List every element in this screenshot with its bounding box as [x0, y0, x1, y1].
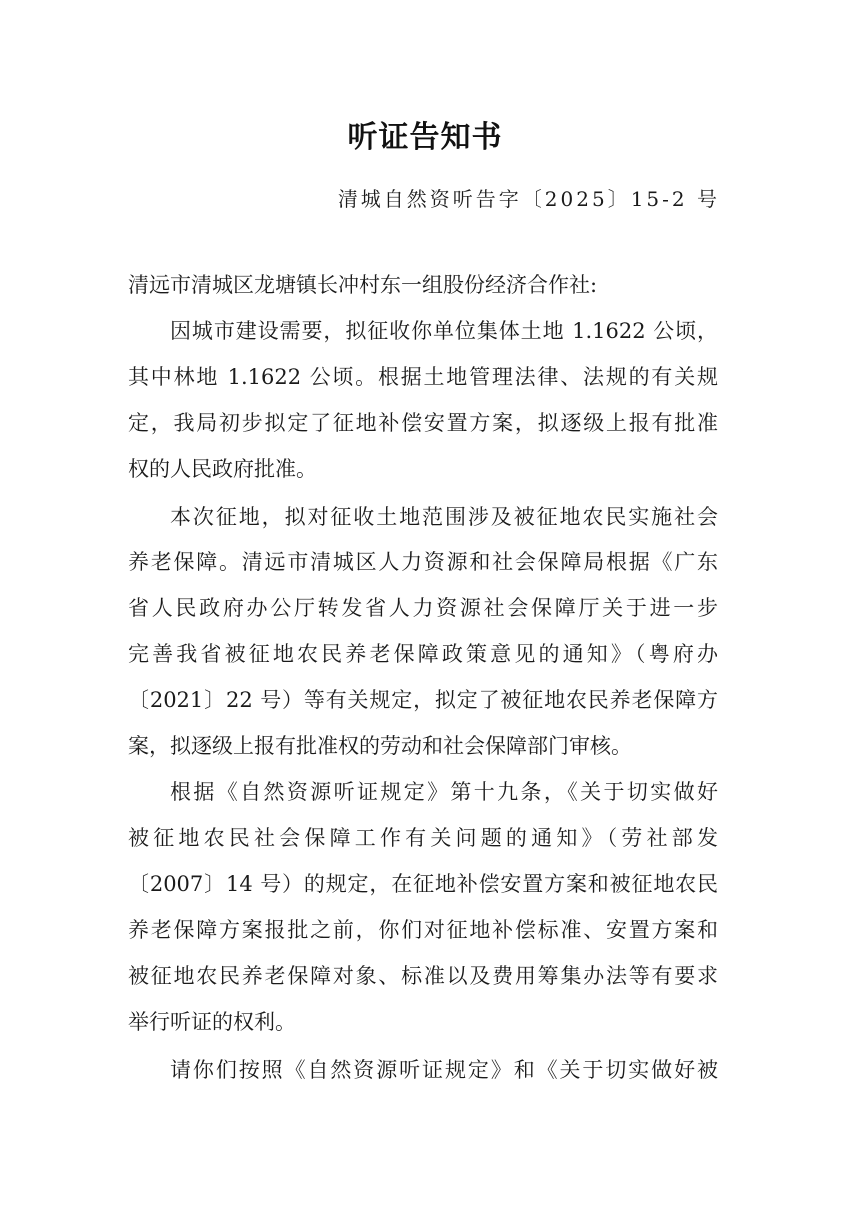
document-title: 听证告知书: [347, 120, 503, 155]
document-number: 清城自然资听告字〔2025〕15-2 号: [337, 187, 720, 211]
paragraph-line: 权的人民政府批准。: [128, 457, 317, 481]
paragraph-line: 〔2007〕14 号）的规定，在征地补偿安置方案和被征地农民: [128, 872, 718, 896]
paragraph-line: 其中林地 1.1622 公顷。根据土地管理法律、法规的有关规: [128, 365, 718, 389]
paragraph-line: 因城市建设需要，拟征收你单位集体土地 1.1622 公顷，: [170, 319, 718, 343]
paragraph-line: 养老保障方案报批之前，你们对征地补偿标准、安置方案和: [128, 918, 718, 942]
paragraph-line: 省人民政府办公厅转发省人力资源社会保障厅关于进一步: [128, 596, 718, 620]
paragraph-line: 根据《自然资源听证规定》第十九条，《关于切实做好: [170, 780, 718, 804]
paragraph-line: 请你们按照《自然资源听证规定》和《关于切实做好被: [170, 1058, 718, 1082]
paragraph-line: 完善我省被征地农民养老保障政策意见的通知》（粤府办: [128, 642, 718, 666]
paragraph-line: 定，我局初步拟定了征地补偿安置方案，拟逐级上报有批准: [128, 411, 718, 435]
paragraph-line: 被征地农民社会保障工作有关问题的通知》（劳社部发: [128, 826, 718, 850]
paragraph-line: 〔2021〕22 号）等有关规定，拟定了被征地农民养老保障方: [128, 688, 718, 712]
paragraph-line: 举行听证的权利。: [128, 1010, 296, 1034]
paragraph-line: 案，拟逐级上报有批准权的劳动和社会保障部门审核。: [128, 734, 632, 758]
addressee: 清远市清城区龙塘镇长冲村东一组股份经济合作社:: [128, 273, 598, 297]
paragraph-line: 本次征地，拟对征收土地范围涉及被征地农民实施社会: [170, 505, 718, 529]
paragraph-line: 被征地农民养老保障对象、标准以及费用筹集办法等有要求: [128, 964, 718, 988]
paragraph-line: 养老保障。清远市清城区人力资源和社会保障局根据《广东: [128, 550, 718, 574]
